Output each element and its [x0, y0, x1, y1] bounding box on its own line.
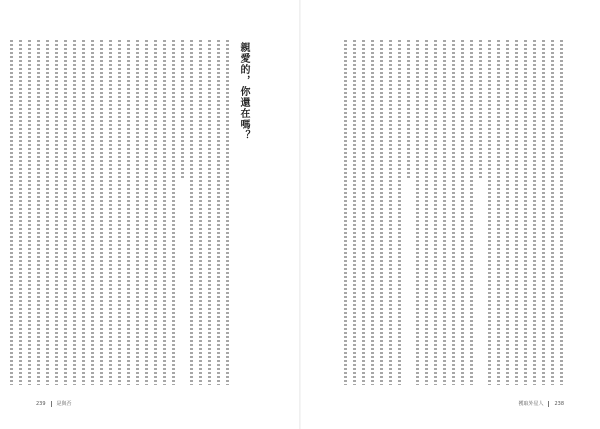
text-column: [533, 40, 536, 385]
text-column: [145, 40, 148, 385]
text-column: [407, 40, 410, 178]
folio-separator: [548, 401, 549, 407]
left-page-running-title: 是與否: [56, 401, 72, 407]
text-column: [434, 40, 437, 385]
text-column: [344, 40, 347, 385]
text-column: [443, 40, 446, 385]
text-column: [524, 40, 527, 385]
text-column: [19, 40, 22, 385]
right-page-body-text: [338, 40, 566, 385]
text-column: [199, 40, 202, 385]
text-column: [542, 40, 545, 385]
text-column: [506, 40, 509, 385]
text-column: [551, 40, 554, 385]
right-page-running-title: 獲取外星人: [518, 401, 544, 407]
text-column: [371, 40, 374, 385]
left-page-folio: [36, 400, 72, 407]
text-column: [64, 40, 67, 385]
text-column: [416, 40, 419, 385]
text-column: [37, 40, 40, 385]
text-column: [28, 40, 31, 385]
text-column: [217, 40, 220, 385]
text-column: [470, 40, 473, 385]
text-column: [353, 40, 356, 385]
text-column: [136, 40, 139, 385]
right-page-folio: [518, 400, 564, 407]
text-column: [127, 40, 130, 385]
text-column: [425, 40, 428, 385]
text-column: [82, 40, 85, 385]
text-column: [398, 40, 401, 385]
text-column: [208, 40, 211, 385]
text-column: [497, 40, 500, 385]
text-column: [163, 40, 166, 385]
text-column: [380, 40, 383, 385]
section-heading: 親愛的，你還在嗎？: [238, 42, 249, 141]
text-column: [73, 40, 76, 385]
text-column: [55, 40, 58, 385]
text-column: [479, 40, 482, 178]
text-column: [118, 40, 121, 385]
text-column: [190, 40, 193, 385]
text-column: [226, 40, 229, 385]
folio-separator: [51, 401, 52, 407]
text-column: [389, 40, 392, 385]
text-column: [10, 40, 13, 385]
text-column: [461, 40, 464, 385]
text-column: [109, 40, 112, 385]
text-column: [488, 40, 491, 385]
text-column: [91, 40, 94, 385]
text-column: [172, 40, 175, 385]
right-page-number: 238: [554, 401, 564, 407]
text-column: [100, 40, 103, 385]
text-column: [154, 40, 157, 385]
text-column: [452, 40, 455, 385]
text-column: [181, 40, 184, 178]
text-column: [362, 40, 365, 385]
right-page: [300, 0, 600, 429]
text-column: [515, 40, 518, 385]
text-column: [560, 40, 563, 385]
left-page-number: 239: [36, 401, 46, 407]
text-column: [46, 40, 49, 385]
